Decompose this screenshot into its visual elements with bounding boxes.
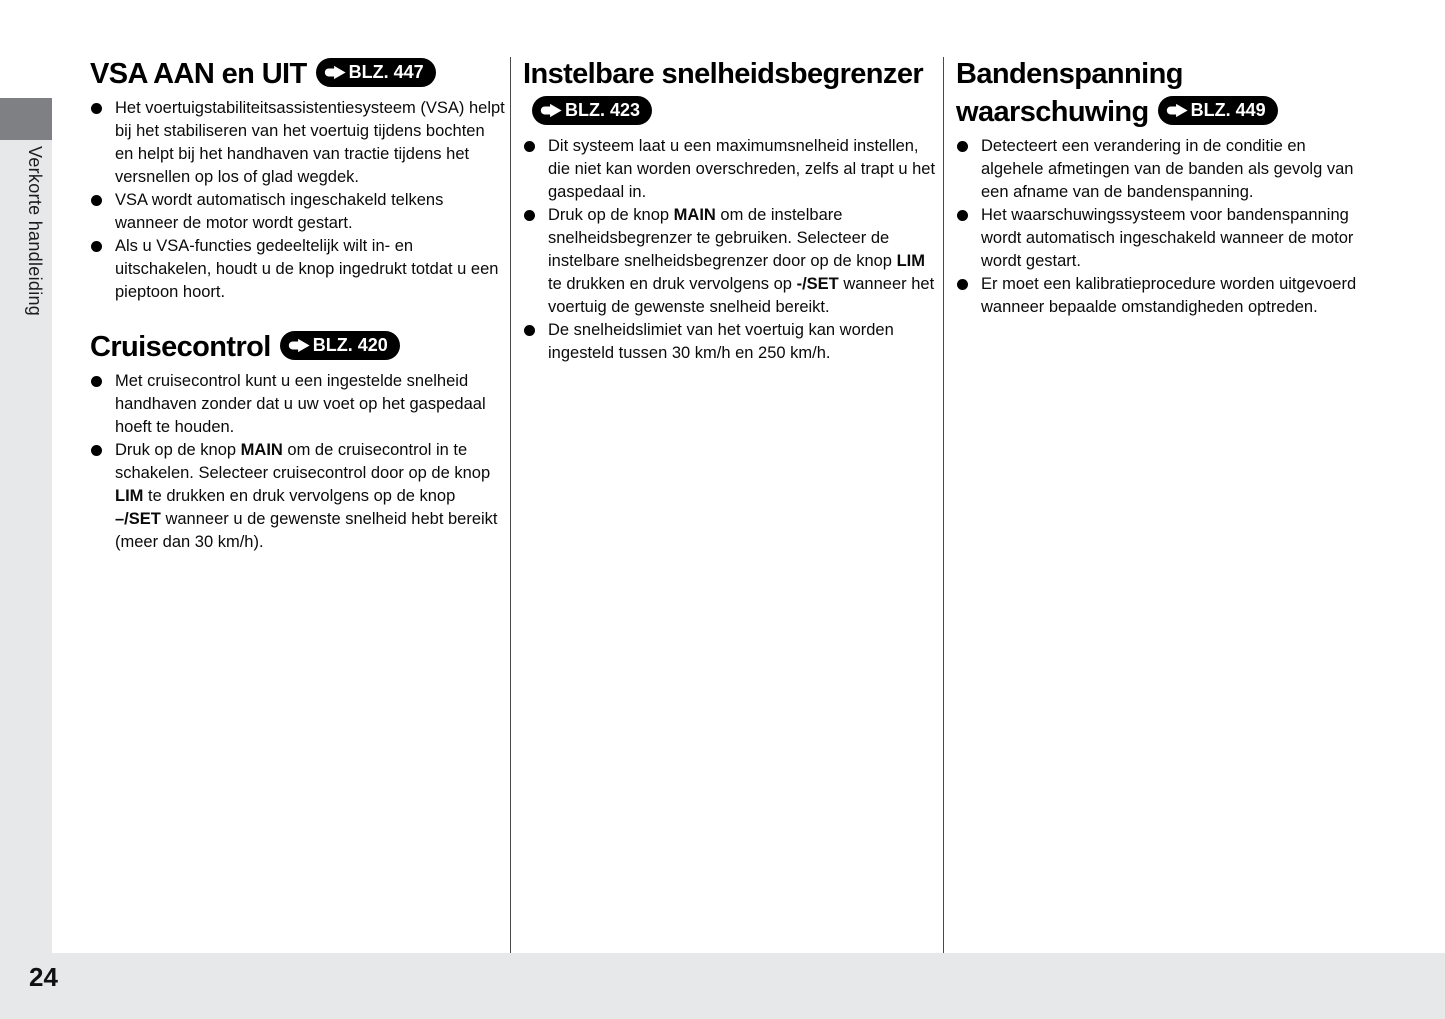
bullet-list xyxy=(956,135,1371,319)
text-segment: MAIN xyxy=(240,441,283,459)
text-segment: LIM xyxy=(896,252,925,270)
text-segment: te drukken en druk vervolgens op xyxy=(548,275,797,293)
section-cruisecontrol xyxy=(90,328,505,554)
section-tire-pressure xyxy=(956,55,1371,319)
bullet-list xyxy=(90,370,505,554)
arrow-right-icon xyxy=(1165,103,1189,118)
text-segment: Er moet een kalibratieprocedure worden uitgevoerd wanneer bepaalde omstandigheden optreden. xyxy=(981,275,1357,316)
section-heading xyxy=(523,55,938,131)
text-segment: Met cruisecontrol kunt u een ingestelde snelheid handhaven zonder dat u uw voet op het gaspedaal hoeft te houden. xyxy=(115,372,486,436)
bullet-icon xyxy=(91,103,102,114)
section-title-text: Cruisecontrol xyxy=(90,331,271,363)
content-column-3 xyxy=(956,55,1371,319)
page-ref-label: BLZ. 420 xyxy=(312,335,388,356)
section-vsa xyxy=(90,55,505,304)
text-segment: MAIN xyxy=(673,206,716,224)
bullet-list xyxy=(523,135,938,365)
list-item-text xyxy=(548,321,894,362)
list-item xyxy=(956,273,1371,319)
list-item-text xyxy=(981,206,1353,270)
column-divider xyxy=(510,57,511,953)
list-item xyxy=(90,439,505,554)
list-item xyxy=(90,370,505,439)
list-item xyxy=(956,135,1371,204)
text-segment: Het voertuigstabiliteitsassistentiesysteem (VSA) helpt bij het stabiliseren van het voertuig tijdens bochten en helpt bij het handhaven van tractie tijdens het versnellen op los of glad wegdek. xyxy=(115,99,505,186)
sidebar-chapter-label: Verkorte handleiding xyxy=(25,146,45,317)
bullet-icon xyxy=(524,325,535,336)
list-item-text xyxy=(115,191,443,232)
text-segment: wanneer u de gewenste snelheid hebt bereikt (meer dan 30 km/h). xyxy=(115,510,498,551)
list-item-text xyxy=(115,99,505,186)
bullet-icon xyxy=(524,141,535,152)
arrow-right-icon xyxy=(539,103,563,118)
text-segment: Als u VSA-functies gedeeltelijk wilt in- en uitschakelen, houdt u de knop ingedrukt totdat u een pieptoon hoort. xyxy=(115,237,499,301)
page-ref-label: BLZ. 447 xyxy=(348,62,424,83)
bullet-icon xyxy=(957,141,968,152)
text-segment: om de cruisecontrol in te schakelen. Selecteer cruisecontrol door op de knop xyxy=(115,441,491,482)
section-heading xyxy=(90,328,505,366)
text-segment: De snelheidslimiet van het voertuig kan worden ingesteld tussen 30 km/h en 250 km/h. xyxy=(548,321,894,362)
text-segment: Dit systeem laat u een maximumsnelheid instellen, die niet kan worden overschreden, zelfs al trapt u het gaspedaal in. xyxy=(548,137,936,201)
text-segment: –/SET xyxy=(115,510,161,528)
text-segment: LIM xyxy=(115,487,144,505)
text-segment: te drukken en druk vervolgens op de knop xyxy=(143,487,456,505)
page-number: 24 xyxy=(29,962,58,992)
list-item-text xyxy=(548,206,934,316)
chapter-tab xyxy=(0,98,52,140)
content-column-2 xyxy=(523,55,938,365)
arrow-right-icon xyxy=(287,338,311,353)
list-item-text xyxy=(981,137,1353,201)
list-item-text xyxy=(115,441,498,551)
text-segment: Het waarschuwingssysteem voor bandenspanning wordt automatisch ingeschakeld wanneer de motor wordt gestart. xyxy=(981,206,1354,270)
list-item-text xyxy=(548,137,935,201)
bullet-icon xyxy=(91,445,102,456)
bullet-icon xyxy=(524,210,535,221)
section-speed-limiter xyxy=(523,55,938,365)
section-title-text: Bandenspanning waarschuwing xyxy=(956,58,1183,128)
text-segment: om de instelbare snelheidsbegrenzer te gebruiken. Selecteer de instelbare snelheidsbegrenzer door op de knop xyxy=(548,206,897,270)
bullet-icon xyxy=(91,195,102,206)
arrow-right-icon xyxy=(323,65,347,80)
text-segment: Detecteert een verandering in de conditie en algehele afmetingen van de banden als gevolg van een afname van de bandenspanning. xyxy=(981,137,1354,201)
bullet-icon xyxy=(957,210,968,221)
page-ref-label: BLZ. 449 xyxy=(1190,100,1266,121)
list-item xyxy=(90,97,505,189)
footer-bar xyxy=(0,953,1445,1019)
section-heading xyxy=(956,55,1371,131)
text-segment: Druk op de knop xyxy=(548,206,674,224)
bullet-list xyxy=(90,97,505,304)
page-ref-badge[interactable] xyxy=(1158,96,1278,125)
list-item xyxy=(523,204,938,319)
section-heading xyxy=(90,55,505,93)
section-title-text: VSA AAN en UIT xyxy=(90,58,307,90)
list-item-text xyxy=(115,237,498,301)
page-ref-badge[interactable] xyxy=(316,58,436,87)
text-segment: -/SET xyxy=(796,275,839,293)
section-title-text: Instelbare snelheidsbegrenzer xyxy=(523,58,924,90)
text-segment: wanneer het voertuig de gewenste snelheid bereikt. xyxy=(548,275,935,316)
page-ref-badge[interactable] xyxy=(280,331,400,360)
bullet-icon xyxy=(957,279,968,290)
column-divider xyxy=(943,57,944,953)
page-ref-label: BLZ. 423 xyxy=(565,100,641,121)
bullet-icon xyxy=(91,241,102,252)
text-segment: VSA wordt automatisch ingeschakeld telkens wanneer de motor wordt gestart. xyxy=(115,191,444,232)
bullet-icon xyxy=(91,376,102,387)
list-item xyxy=(956,204,1371,273)
text-segment: Druk op de knop xyxy=(115,441,241,459)
content-column-1 xyxy=(90,55,505,554)
list-item xyxy=(90,235,505,304)
list-item xyxy=(90,189,505,235)
page-ref-badge[interactable] xyxy=(532,96,652,125)
list-item xyxy=(523,135,938,204)
list-item xyxy=(523,319,938,365)
list-item-text xyxy=(981,275,1356,316)
list-item-text xyxy=(115,372,486,436)
